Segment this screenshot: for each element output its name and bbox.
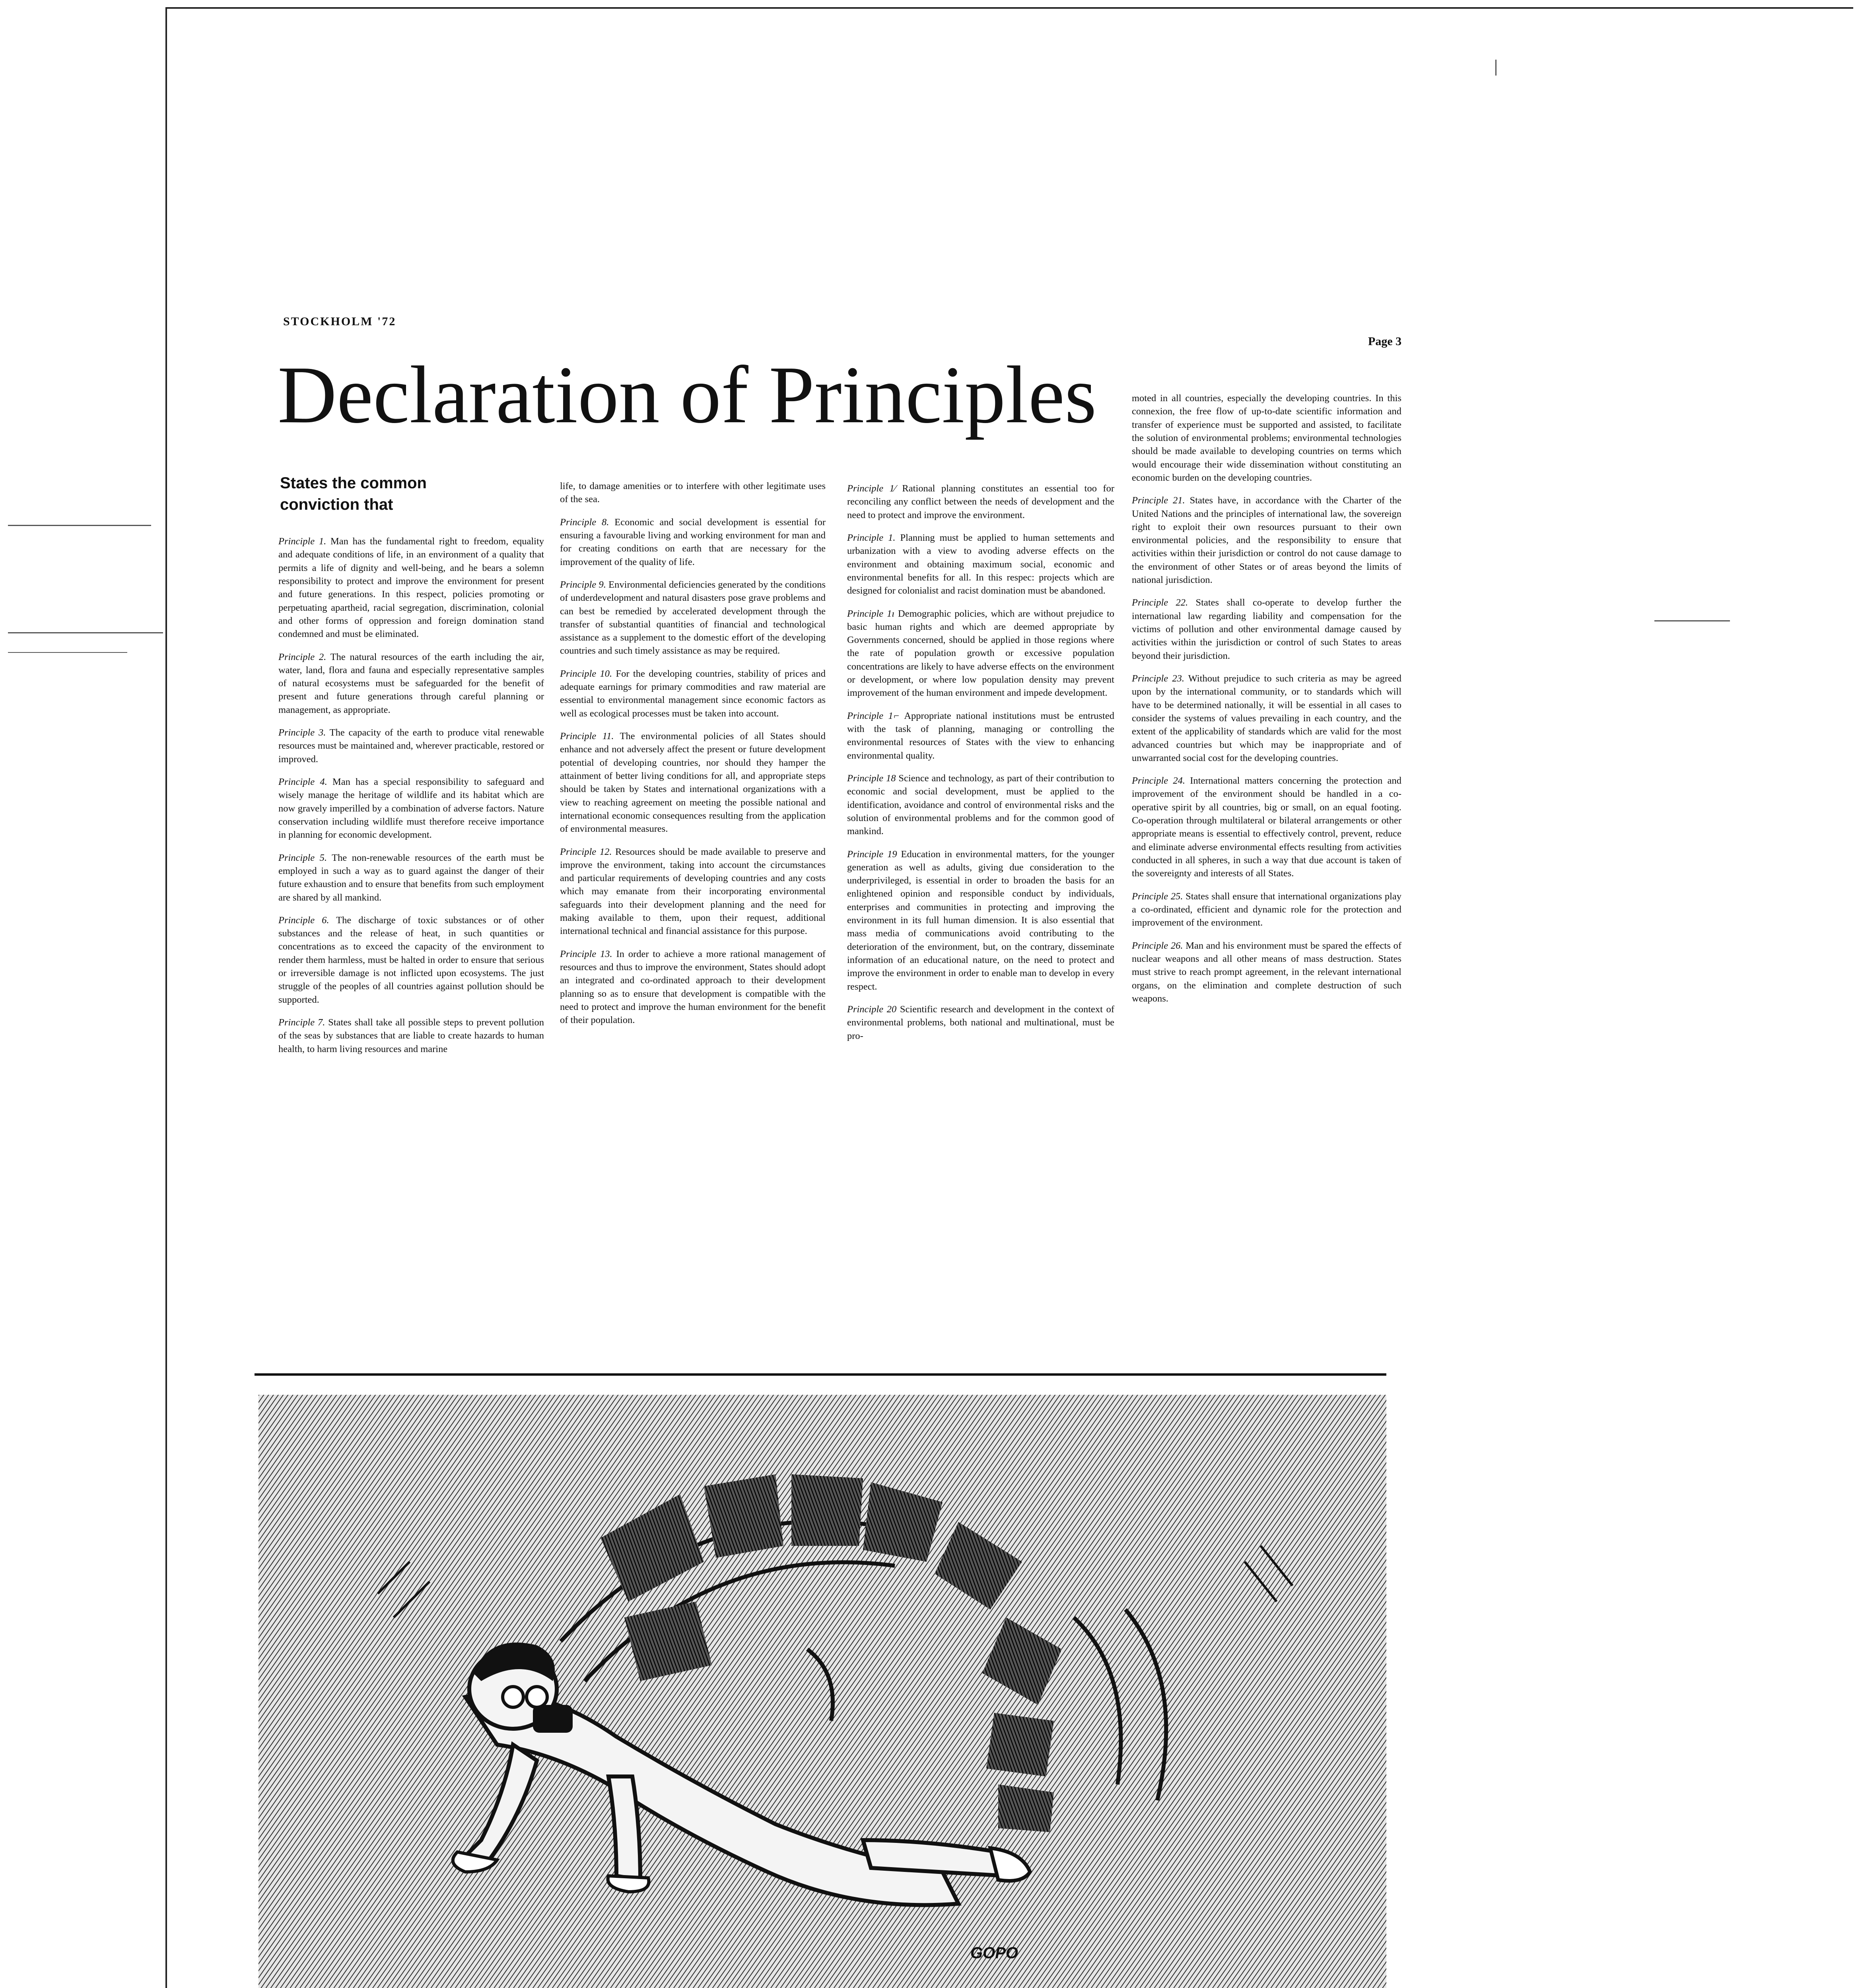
- principle-label: Principle 3.: [278, 727, 326, 738]
- principle-label: Principle 19: [847, 848, 897, 860]
- principle-18: [847, 772, 1114, 838]
- principle-text: Man and his environment must be spared the effects of nuclear weapons and all other means of mass destruction. States must strive to reach prompt agreement, in the relevant international organs, on the elimination and complete destruction of such weapons.: [1132, 940, 1401, 1004]
- principle-20: [847, 1003, 1114, 1043]
- principle-text: States shall take all possible steps to prevent pollution of the seas by substances that are liable to create hazards to human health, to harm living resources and marine: [278, 1017, 544, 1054]
- principle-label: Principle 24.: [1132, 775, 1185, 786]
- principle-label: Principle 6.: [278, 914, 329, 926]
- principle-8: [560, 516, 826, 569]
- principle-text: States have, in accordance with the Charter of the United Nations and the principles of international law, the sovereign right to exploit their own resources pursuant to their own environmental policies, and the responsibility to ensure that activities within their jurisdiction or control do not cause damage to the environment of other States or of areas beyond the limits of national jurisdiction.: [1132, 495, 1402, 586]
- principle-11: [560, 730, 826, 836]
- principle-16: [847, 607, 1114, 700]
- scan-mark-5: [1495, 60, 1497, 76]
- principle-text: moted in all countries, especially the developing countries. In this connexion, the free flow of up-to-date scientific information and transfer of experience must be supported and assisted, to facilitate the solution of environmental problems; environmental technologies should be made available to developing countries on terms which would encourage their wide dissemination without constituting an economic burden on the developing countries.: [1132, 393, 1401, 483]
- section-divider-rule: [255, 1373, 1386, 1376]
- principle-17: [847, 709, 1114, 762]
- principle-24: [1132, 774, 1401, 880]
- principle-text: In order to achieve a more rational management of resources and thus to improve the environment, States should adopt an integrated and co-ordinated approach to their development planning so as to ensure that development is compatible with the need to protect and improve the human environment for the benefit of their population.: [560, 948, 826, 1026]
- principle-text: Environmental deficiencies generated by the conditions of underdevelopment and natural disasters pose grave problems and can best be remedied by accelerated development through the transfer of substantial quantities of financial and technological assistance as a supplement to the domestic effort of the developing countries and such timely assistance as may be required.: [560, 579, 826, 656]
- principle-label: Principle 1⁄: [847, 483, 896, 494]
- scan-edge-top: [167, 7, 1853, 9]
- text-column-4: [1132, 392, 1401, 1015]
- principle-label: Principle 10.: [560, 668, 612, 679]
- principle-text: Man has the fundamental right to freedom, equality and adequate conditions of life, in an environment of a quality that permits a life of dignity and well-being, and he bears a solemn responsibility to protect and improve the environment for present and future generations. In this respect, policies promoting or perpetuating apartheid, racial segregation, discrimination, colonial and other forms of oppression and foreign domination stand condemned and must be eliminated.: [278, 536, 544, 640]
- principle-2: [278, 650, 544, 717]
- principle-label: Principle 12.: [560, 846, 612, 857]
- principle-label: Principle 23.: [1132, 673, 1184, 684]
- principle-label: Principle 22.: [1132, 597, 1188, 608]
- principle-5: [278, 851, 544, 904]
- principle-14: [847, 482, 1114, 522]
- principle-label: Principle 20: [847, 1004, 897, 1015]
- page-number: Page 3: [1368, 335, 1402, 348]
- principle-text: States shall co-operate to develop further the international law regarding liability and compensation for the victims of pollution and other environmental damage caused by activities within the jurisdiction or control of such States to areas beyond their jurisdiction.: [1132, 597, 1401, 661]
- text-column-3: [847, 482, 1114, 1052]
- principle-label: Principle 11.: [560, 731, 614, 742]
- principle-4: [278, 775, 544, 842]
- principle-13: [560, 947, 826, 1027]
- principle-text: life, to damage amenities or to interfere with other legitimate uses of the sea.: [560, 481, 826, 505]
- cartoon-drawing: [258, 1395, 1386, 1988]
- scan-edge-left: [165, 7, 167, 1988]
- principle-label: Principle 8.: [560, 516, 609, 528]
- cartoon-illustration: [258, 1395, 1386, 1988]
- principle-text: Without prejudice to such criteria as may be agreed upon by the international community, or to standards which will have to be determined nationally, it will be essential in all cases to consider the systems of values prevailing in each country, and the extent of the applicability of standards which are valid for the most advanced countries but which may be inappropriate and of unwarranted social cost for the developing countries.: [1132, 673, 1401, 763]
- principle-text: International matters concerning the protection and improvement of the environment should be handled in a co-operative spirit by all countries, big or small, on an equal footing. Co-operation through multilateral or bilateral arrangements or other appropriate means is essential to effectively control, prevent, reduce and eliminate adverse environmental effects resulting from activities conducted in all spheres, in such a way that due account is taken of the sovereignty and interests of all States.: [1132, 775, 1401, 879]
- principle-26: [1132, 939, 1401, 1006]
- principle-label: Principle 26.: [1132, 940, 1183, 951]
- scan-mark-3: [8, 652, 127, 653]
- principle-23: [1132, 672, 1401, 765]
- principle-label: Principle 25.: [1132, 891, 1183, 902]
- principle-text: Demographic policies, which are without prejudice to basic human rights and which are deemed appropriate by Governments concerned, should be applied in those regions where the rate of population growth or excessive population concentrations are likely to have adverse effects on the environment or development, or where low population density may prevent improvement of the human environment and impede development.: [847, 608, 1114, 699]
- principle-9: [560, 578, 826, 658]
- principle-12: [560, 845, 826, 938]
- principle-10: [560, 667, 826, 720]
- principle-text: States shall ensure that international organizations play a co-ordinated, efficient and dynamic role for the protection and improvement of the environment.: [1132, 891, 1402, 928]
- principle-label: Principle 1.: [278, 536, 327, 547]
- principle-label: Principle 5.: [278, 852, 327, 863]
- principle-text: Economic and social development is essential for ensuring a favourable living and working environment for man and for creating conditions on earth that are necessary for the improvement of the quality of life.: [560, 516, 826, 567]
- scan-mark-1: [8, 525, 151, 526]
- principle-label: Principle 2.: [278, 651, 327, 662]
- page-title: Declaration of Principles: [278, 349, 1097, 440]
- publication-masthead: STOCKHOLM '72: [283, 315, 396, 328]
- principle-text: The environmental policies of all States should enhance and not adversely affect the present or future development potential of developing countries, nor should they hamper the attainment of better living conditions for all, and appropriate steps should be taken by States and international organizations with a view to reaching agreement on meeting the possible national and international economic consequences resulting from the application of environmental measures.: [560, 731, 826, 835]
- principle-label: Principle 21.: [1132, 495, 1185, 506]
- principle-1: [278, 535, 544, 641]
- principle-label: Principle 13.: [560, 948, 612, 959]
- principle-label: Principle 7.: [278, 1017, 325, 1028]
- principle-22: [1132, 596, 1401, 662]
- principle-text: The non-renewable resources of the earth must be employed in such a way as to guard against the danger of their future exhaustion and to ensure that benefits from such employment are shared by all mankind.: [278, 852, 544, 903]
- subheading: States the common conviction that: [280, 474, 427, 513]
- scan-mark-4: [1654, 620, 1730, 621]
- principle-7-continued: [560, 480, 826, 506]
- principle-21: [1132, 494, 1401, 586]
- principle-label: Principle 1.: [847, 532, 896, 543]
- principle-text: Resources should be made available to preserve and improve the environment, taking into account the circumstances and particular requirements of developing countries and any costs which may emanate from their incorporating environmental safeguards into their development planning and the need for making available to them, upon their request, additional international technical and financial assistance for this purpose.: [560, 846, 826, 937]
- principle-text: The natural resources of the earth including the air, water, land, flora and fauna and especially representative samples of natural ecosystems must be safeguarded for the benefit of present and future generations through careful planning or management, as appropriate.: [278, 651, 544, 715]
- principle-text: Science and technology, as part of their contribution to economic and social development, must be applied to the identification, avoidance and control of environmental risks and the solution of environmental problems and for the common good of mankind.: [847, 773, 1114, 837]
- scan-mark-2: [8, 632, 163, 633]
- principle-7: [278, 1016, 544, 1056]
- text-column-2: [560, 480, 826, 1037]
- cartoonist-signature: GOPO: [970, 1944, 1018, 1962]
- principle-19: [847, 848, 1114, 993]
- principle-6: [278, 914, 544, 1006]
- principle-text: Man has a special responsibility to safeguard and wisely manage the heritage of wildlife and its habitat which are now gravely imperilled by a combination of adverse factors. Nature conservation including wildlife must therefore receive importance in planning for economic development.: [278, 777, 544, 841]
- principle-text: Scientific research and development in the context of environmental problems, both national and multinational, must be pro-: [847, 1004, 1114, 1041]
- principle-15: [847, 531, 1114, 598]
- principle-label: Principle 18: [847, 773, 896, 784]
- principle-label: Principle 9.: [560, 579, 606, 590]
- principle-20-continued: [1132, 392, 1401, 484]
- principle-text: Rational planning constitutes an essential too for reconciling any conflict between the needs of development and the need to protect and improve the environment.: [847, 483, 1115, 520]
- principle-text: For the developing countries, stability of prices and adequate earnings for primary commodities and raw material are essential to environmental management since economic factors as well as ecological processes must be taken into account.: [560, 668, 826, 719]
- principle-text: The discharge of toxic substances or of other substances and the release of heat, in such quantities or concentrations as to exceed the capacity of the environment to render them harmless, must be halted in order to ensure that serious or irreversible damage is not inflicted upon ecosystems. The just struggle of the peoples of all countries against pollution should be supported.: [278, 914, 544, 1005]
- principle-text: Planning must be applied to human settements and urbanization with a view to avoding adverse effects on the environment and obtaining maximum social, economic and environmental benefits for all. In this respec: projects which are designed for colonialist and racist domination must be abandoned.: [847, 532, 1115, 596]
- principle-text: The capacity of the earth to produce vital renewable resources must be maintained and, wherever practicable, restored or improved.: [278, 727, 544, 765]
- principle-label: Principle 4.: [278, 777, 327, 787]
- principle-25: [1132, 890, 1401, 930]
- principle-text: Appropriate national institutions must be entrusted with the task of planning, managing or controlling the environmental resources of States with the view to enhancing environmental quality.: [847, 710, 1114, 761]
- principle-text: Education in environmental matters, for the younger generation as well as adults, giving due consideration to the underprivileged, is essential in order to broaden the basis for an enlightened opinion and responsible conduct by individuals, enterprises and communities in protecting and improving the environment in its full human dimension. It is also essential that mass media of communications avoid contributing to the deterioration of the environment, but, on the contrary, disseminate information of an educational nature, on the need to protect and improve the environment in order to enable man to develop in every respect.: [847, 848, 1115, 992]
- principle-label: Principle 1ı: [847, 608, 895, 619]
- principle-label: Principle 1⌐: [847, 710, 900, 721]
- text-column-1: [278, 535, 544, 1065]
- principle-3: [278, 726, 544, 766]
